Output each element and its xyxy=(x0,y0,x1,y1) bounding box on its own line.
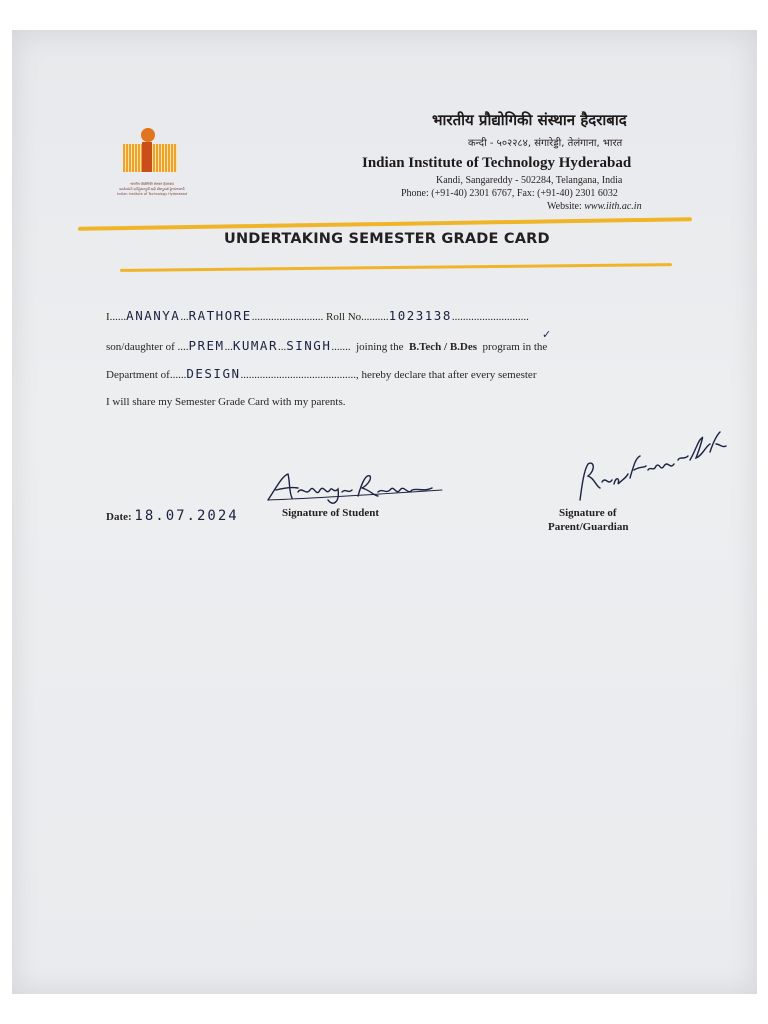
parent-signature-label-1: Signature of xyxy=(559,507,617,519)
parent-last-name: SINGH xyxy=(286,338,332,353)
form-line-2: son/daughter of ....PREM...KUMAR...SINGH....... joining the B.Tech / B.Des program in the xyxy=(106,338,548,353)
iith-logo-icon xyxy=(117,128,187,208)
department-name: DESIGN xyxy=(186,366,241,381)
roll-label: Roll No. xyxy=(326,311,364,323)
form-line-3: Department of......DESIGN.........................................., hereby declare that after every semester xyxy=(106,366,537,381)
document-title: UNDERTAKING SEMESTER GRADE CARD xyxy=(224,231,550,247)
roll-number: 1023138 xyxy=(388,308,452,323)
website-link[interactable]: www.iith.ac.in xyxy=(584,201,642,212)
parent-signature-label-2: Parent/Guardian xyxy=(548,521,629,533)
program-btech: B.Tech xyxy=(408,341,442,353)
student-last-name: RATHORE xyxy=(188,308,252,323)
student-signature-label: Signature of Student xyxy=(282,507,379,519)
institute-name: Indian Institute of Technology Hyderabad xyxy=(362,155,632,171)
institute-website: Website: www.iith.ac.in xyxy=(547,201,642,212)
student-signature-icon xyxy=(262,470,452,510)
program-bdes: B.Des xyxy=(449,341,478,353)
check-mark-icon: ✓ xyxy=(542,328,552,341)
institute-address: Kandi, Sangareddy - 502284, Telangana, India xyxy=(436,175,623,186)
form-line-4: I will share my Semester Grade Card with my parents. xyxy=(106,396,346,408)
institute-phone: Phone: (+91-40) 2301 6767, Fax: (+91-40) 2301 6032 xyxy=(401,188,618,199)
parent-signature-icon xyxy=(570,430,730,505)
hindi-address: कन्दी - ५०२२८४, संगारेड्डी, तेलंगाना, भारत xyxy=(468,138,623,149)
date-value: 18.07.2024 xyxy=(134,508,239,524)
date-row xyxy=(106,508,239,524)
date-label: Date: xyxy=(106,511,132,523)
form-line-1: I......ANANYA...RATHORE.......................... Roll No..........1023138............................ xyxy=(106,308,529,323)
parent-first-name: PREM xyxy=(188,338,225,353)
parent-middle-name: KUMAR xyxy=(232,338,278,353)
hindi-institute-name: भारतीय प्रौद्योगिकी संस्थान हैदराबाद xyxy=(432,111,627,129)
student-first-name: ANANYA xyxy=(126,308,181,323)
logo-caption: भारतीय प्रौद्योगिकी संस्थान हैदराबाद ఇండియన్ ఇన్‌స్టిట్యూట్ ఆఫ్ టెక్నాలజీ హైదరాబాద్ Indian Institute of Technology Hyderabad xyxy=(117,182,187,196)
